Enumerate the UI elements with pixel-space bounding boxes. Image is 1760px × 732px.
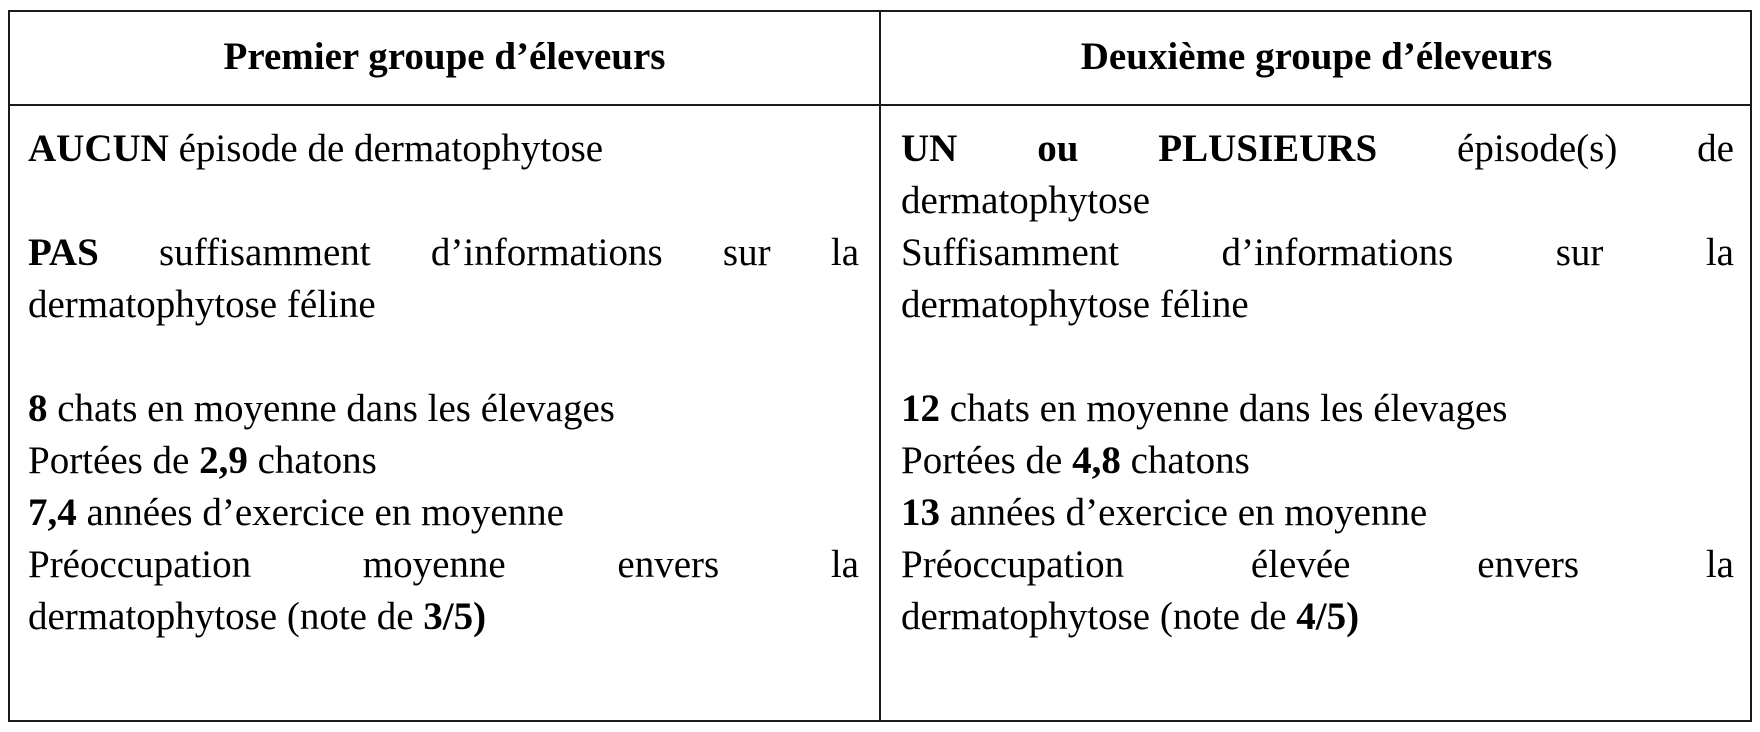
- group1-litters: Portées de 2,9 chatons: [28, 439, 377, 482]
- group2-concern-line1: Préoccupation élevée envers la: [901, 543, 1734, 586]
- group1-info-line2: dermatophytose féline: [28, 283, 376, 326]
- group1-concern-line1: Préoccupation moyenne envers la: [28, 543, 859, 586]
- group2-years: 13 années d’exercice en moyenne: [901, 491, 1428, 534]
- header-group1: Premier groupe d’éleveurs: [223, 35, 666, 78]
- group1-cats: 8 chats en moyenne dans les élevages: [28, 387, 615, 430]
- group2-episodes-line2: dermatophytose: [901, 179, 1151, 222]
- column-divider: [879, 12, 881, 720]
- group1-episodes: AUCUN épisode de dermatophytose: [28, 127, 604, 170]
- group2-concern-line2: dermatophytose (note de 4/5): [901, 595, 1360, 638]
- group2-info-line2: dermatophytose féline: [901, 283, 1249, 326]
- group1-years: 7,4 années d’exercice en moyenne: [28, 491, 564, 534]
- comparison-table: [8, 10, 1752, 722]
- group2-episodes-line1: UN ou PLUSIEURS épisode(s) de: [901, 127, 1734, 170]
- header-group2: Deuxième groupe d’éleveurs: [1080, 35, 1553, 78]
- header-divider: [10, 104, 1750, 106]
- group1-info-line1: PAS suffisamment d’informations sur la: [28, 231, 859, 274]
- group2-litters: Portées de 4,8 chatons: [901, 439, 1250, 482]
- group1-concern-line2: dermatophytose (note de 3/5): [28, 595, 487, 638]
- group2-cats: 12 chats en moyenne dans les élevages: [901, 387, 1508, 430]
- group2-info-line1: Suffisamment d’informations sur la: [901, 231, 1734, 274]
